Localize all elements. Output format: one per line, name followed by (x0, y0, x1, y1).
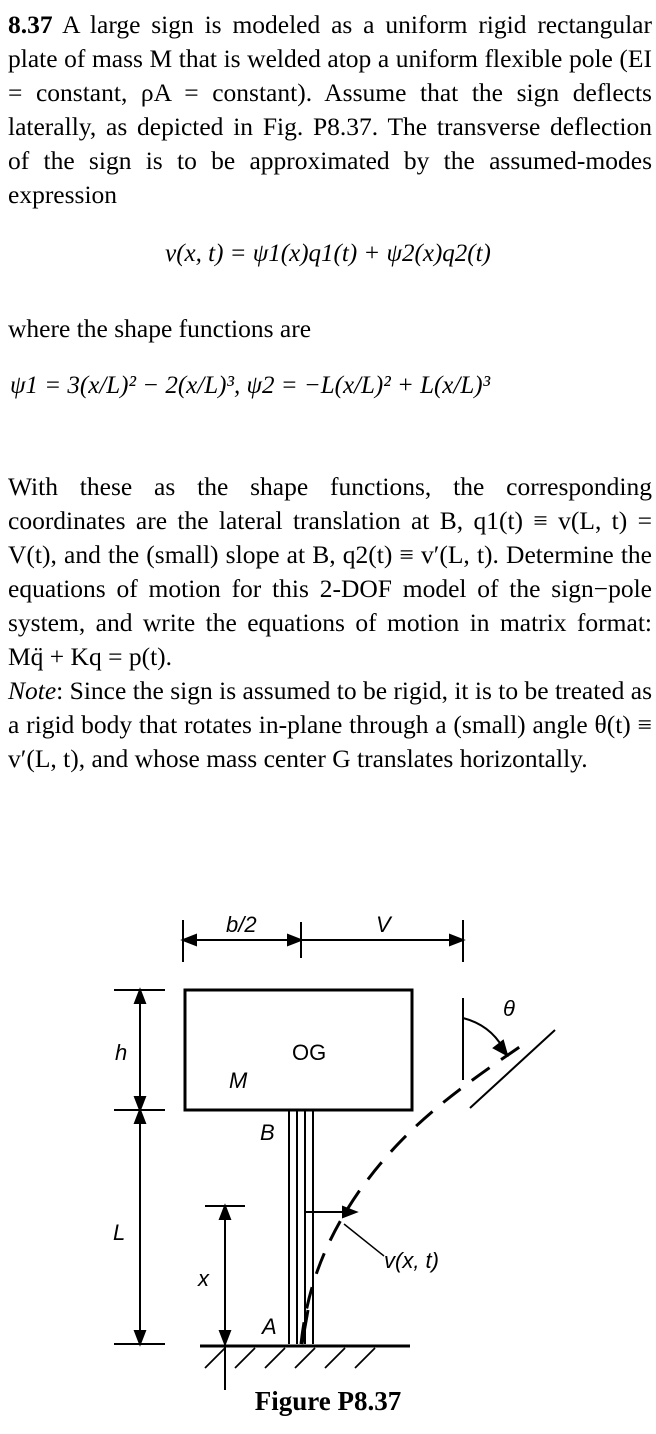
assumed-modes-equation (0, 240, 656, 268)
problem-body (8, 470, 652, 776)
problem-text-1: A large sign is modeled as a uniform rigid rectangular plate of mass M that is welded atop a uniform flexible pole (EI = constant, ρA = constant). Assume that the sign deflects laterally, as depicted in Fig. P8.37. The transverse deflection of the sign is to be approximated by the assumed-modes expression (8, 10, 652, 209)
label-M: M (229, 1068, 248, 1093)
arrowhead (183, 935, 196, 945)
figure-caption: Figure P8.37 (254, 1386, 402, 1416)
ground-hatching (205, 1348, 375, 1368)
arrowhead (135, 1110, 145, 1123)
shape-functions-intro (8, 312, 652, 346)
label-B: B (260, 1120, 275, 1145)
deflection-leader (344, 1224, 384, 1256)
sign-pole-figure (0, 900, 656, 1390)
arrowhead (343, 1207, 356, 1217)
label-V: V (376, 912, 391, 937)
problem-paragraph-1 (8, 8, 652, 212)
note-label: Note (8, 676, 57, 705)
arrowhead (494, 1041, 507, 1055)
theta-arc (463, 1018, 503, 1048)
arrowhead (135, 1331, 145, 1344)
equation-2: ψ1 = 3(x/L)² − 2(x/L)³, ψ2 = −L(x/L)² + L(x/L)³ (10, 372, 491, 399)
arrowhead (220, 1331, 230, 1344)
rotated-tangent-line (470, 1030, 555, 1108)
problem-statement (8, 8, 652, 212)
problem-paragraph-2: where the shape functions are (8, 314, 312, 343)
shape-functions-equation (10, 372, 490, 400)
arrowhead (220, 1206, 230, 1219)
note-text: : Since the sign is assumed to be rigid, it is to be treated as a rigid body that rotates in-plane through a (small) angle θ(t) ≡ v′(L, t), and whose mass center G translates horizontally. (8, 676, 652, 773)
label-L: L (113, 1220, 126, 1245)
label-h: h (115, 1040, 128, 1065)
label-b-half: b/2 (226, 912, 257, 937)
label-A: A (262, 1314, 277, 1339)
label-vxt: v(x, t) (384, 1248, 439, 1273)
problem-note (8, 674, 652, 776)
label-theta: θ (503, 996, 515, 1021)
label-x: x (198, 1266, 209, 1291)
arrowhead (288, 935, 301, 945)
arrowhead (135, 990, 145, 1003)
label-G: OG (292, 1040, 327, 1065)
arrowhead (450, 935, 463, 945)
problem-number: 8.37 (8, 10, 53, 39)
problem-paragraph-3: With these as the shape functions, the corresponding coordinates are the lateral translation at B, q1(t) ≡ v(L, t) = V(t), and the (small) slope at B, q2(t) ≡ v′(L, t). Determine the equations of motion for this 2-DOF model of the sign−pole system, and write the equations of motion in matrix format: Mq̈ + Kq = p(t). (8, 472, 652, 671)
equation-1: v(x, t) = ψ1(x)q1(t) + ψ2(x)q2(t) (165, 240, 491, 267)
